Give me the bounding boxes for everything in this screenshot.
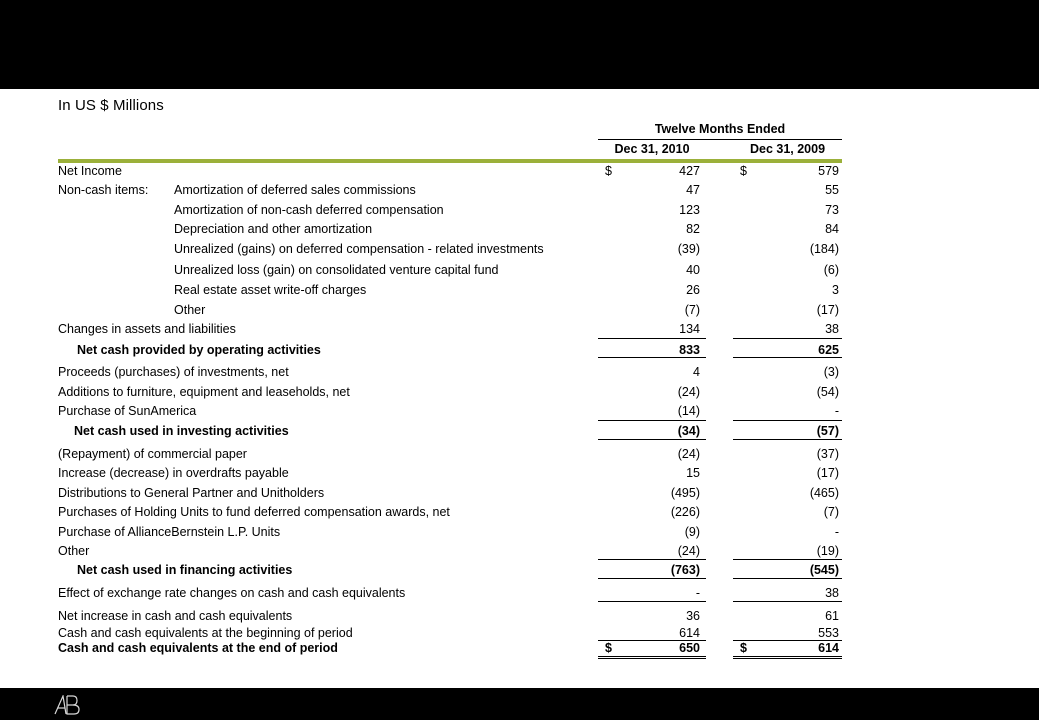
value-2009: (7) (823, 505, 839, 519)
value-2009: (19) (816, 544, 839, 558)
column-header-2009: Dec 31, 2009 (749, 142, 826, 156)
row-sublabel: Amortization of non-cash deferred compensation (174, 203, 444, 217)
table-row (0, 607, 1039, 625)
value-2010: 650 (679, 641, 700, 655)
value-2010: 15 (686, 466, 700, 480)
value-2010: (24) (677, 385, 700, 399)
value-2010: 36 (686, 609, 700, 623)
row-label: Changes in assets and liabilities (58, 322, 236, 336)
row-sublabel: Other (174, 303, 206, 317)
table-row (0, 281, 1039, 299)
table-row (0, 584, 1039, 602)
value-2009: (3) (823, 365, 839, 379)
value-2010: (34) (677, 424, 700, 438)
value-2009: - (834, 525, 839, 539)
table-row (0, 261, 1039, 279)
bottom-banner (0, 688, 1039, 720)
value-2010: 40 (686, 263, 700, 277)
value-2010: (495) (670, 486, 700, 500)
currency-symbol: $ (740, 164, 747, 178)
subtotal-rule (733, 420, 842, 421)
currency-symbol: $ (740, 641, 747, 655)
row-label: Net Income (58, 164, 122, 178)
row-sublabel: Unrealized (gains) on deferred compensation - related investments (174, 242, 544, 256)
value-2010: 833 (679, 343, 700, 357)
subtotal-rule (598, 338, 706, 339)
subtotal-rule (733, 601, 842, 602)
value-2010: 614 (679, 626, 700, 640)
value-2009: (6) (823, 263, 839, 277)
currency-symbol: $ (605, 164, 612, 178)
row-sublabel: Depreciation and other amortization (174, 222, 373, 236)
subtotal-rule (598, 439, 706, 440)
value-2010: (24) (677, 447, 700, 461)
total-double-rule (733, 656, 842, 657)
table-row (0, 542, 1039, 560)
value-2009: (37) (816, 447, 839, 461)
row-label: Net cash provided by operating activities (77, 343, 321, 357)
row-label: Additions to furniture, equipment and leaseholds, net (58, 385, 350, 399)
value-2010: 4 (693, 365, 700, 379)
table-row (0, 320, 1039, 338)
subtotal-rule (598, 357, 706, 358)
value-2010: 123 (679, 203, 700, 217)
subtotal-rule (733, 559, 842, 560)
row-label: Purchases of Holding Units to fund deferred compensation awards, net (58, 505, 450, 519)
currency-symbol: $ (605, 641, 612, 655)
table-row (0, 363, 1039, 381)
value-2009: 553 (818, 626, 839, 640)
value-2009: (57) (816, 424, 839, 438)
row-label: Effect of exchange rate changes on cash and cash equivalents (58, 586, 406, 600)
value-2010: 26 (686, 283, 700, 297)
table-row (0, 201, 1039, 219)
table-row (0, 181, 1039, 199)
table-row (0, 162, 1039, 180)
row-label: Purchase of SunAmerica (58, 404, 197, 418)
value-2009: (545) (809, 563, 839, 577)
row-label: Increase (decrease) in overdrafts payable (58, 466, 289, 480)
value-2010: 82 (686, 222, 700, 236)
subtotal-rule (733, 439, 842, 440)
table-row (0, 445, 1039, 463)
value-2010: (226) (670, 505, 700, 519)
value-2010: 134 (679, 322, 700, 336)
value-2010: (763) (670, 563, 700, 577)
row-label: Purchase of AllianceBernstein L.P. Units (58, 525, 281, 539)
total-double-rule (598, 658, 706, 659)
value-2010: (14) (677, 404, 700, 418)
row-label: Non-cash items: (58, 183, 149, 197)
subtotal-rule (598, 420, 706, 421)
value-2009: 579 (818, 164, 839, 178)
row-label: Distributions to General Partner and Unitholders (58, 486, 325, 500)
value-2010: - (695, 586, 700, 600)
table-row (0, 240, 1039, 258)
value-2009: 38 (825, 322, 839, 336)
table-row (0, 402, 1039, 420)
total-row (0, 639, 1039, 657)
table-row (0, 503, 1039, 521)
row-label: Net increase in cash and cash equivalents (58, 609, 293, 623)
subtotal-row (0, 422, 1039, 440)
subtotal-row (0, 341, 1039, 359)
table-row (0, 220, 1039, 238)
subtotal-rule (598, 578, 706, 579)
table-row (0, 464, 1039, 482)
row-label: Cash and cash equivalents at the end of period (58, 641, 338, 655)
total-double-rule (733, 658, 842, 659)
subtotal-rule (733, 357, 842, 358)
subtotal-rule (733, 578, 842, 579)
subtotal-rule (733, 338, 842, 339)
value-2009: 3 (832, 283, 839, 297)
value-2010: (7) (684, 303, 700, 317)
table-row (0, 301, 1039, 319)
value-2010: (9) (684, 525, 700, 539)
value-2009: 73 (825, 203, 839, 217)
table-row (0, 523, 1039, 541)
top-banner (0, 0, 1039, 89)
table-row (0, 484, 1039, 502)
value-2009: 84 (825, 222, 839, 236)
row-label: (Repayment) of commercial paper (58, 447, 247, 461)
value-2009: (17) (816, 303, 839, 317)
subtotal-rule (598, 601, 706, 602)
row-label: Net cash used in financing activities (77, 563, 293, 577)
row-label: Net cash used in investing activities (74, 424, 289, 438)
value-2009: 55 (825, 183, 839, 197)
subtotal-rule (598, 559, 706, 560)
value-2009: 614 (818, 641, 839, 655)
row-sublabel: Unrealized loss (gain) on consolidated venture capital fund (174, 263, 499, 277)
row-sublabel: Amortization of deferred sales commissions (174, 183, 416, 197)
row-label: Cash and cash equivalents at the beginning of period (58, 626, 353, 640)
value-2010: (39) (677, 242, 700, 256)
table-row (0, 383, 1039, 401)
subtotal-row (0, 561, 1039, 579)
value-2009: 38 (825, 586, 839, 600)
value-2009: - (834, 404, 839, 418)
value-2010: 47 (686, 183, 700, 197)
row-label: Other (58, 544, 90, 558)
row-sublabel: Real estate asset write-off charges (174, 283, 367, 297)
column-header-2010: Dec 31, 2010 (614, 142, 690, 156)
value-2009: 61 (825, 609, 839, 623)
column-group-header: Twelve Months Ended (598, 122, 842, 140)
page-subtitle: In US $ Millions (58, 97, 164, 114)
value-2009: (54) (816, 385, 839, 399)
value-2010: 427 (679, 164, 700, 178)
value-2009: (17) (816, 466, 839, 480)
value-2009: 625 (818, 343, 839, 357)
value-2010: (24) (677, 544, 700, 558)
value-2009: (184) (809, 242, 839, 256)
ab-logo (54, 695, 82, 715)
value-2009: (465) (809, 486, 839, 500)
row-label: Proceeds (purchases) of investments, net (58, 365, 289, 379)
total-double-rule (598, 656, 706, 657)
